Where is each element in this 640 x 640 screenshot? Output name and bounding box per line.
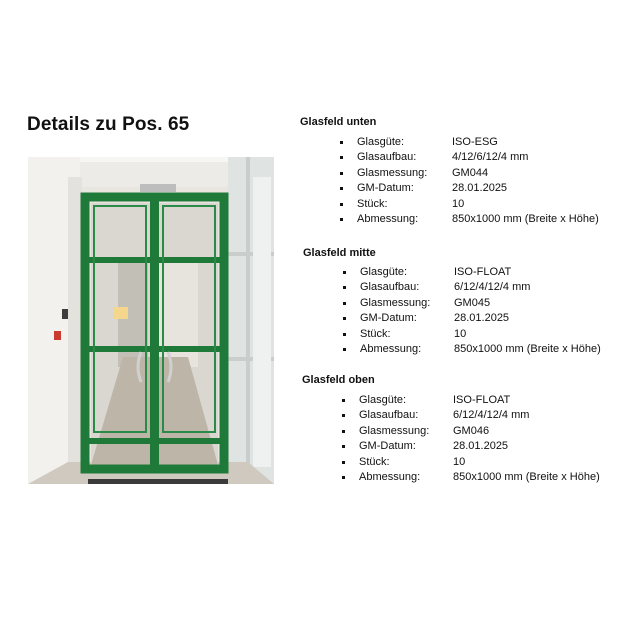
spec-value: GM044 [452,166,489,179]
spec-row [302,424,490,439]
spec-value: 4/12/6/12/4 mm [452,151,529,164]
spec-value: GM045 [454,296,491,309]
section-glasfeld-unten [300,115,599,227]
spec-row [300,135,498,150]
bullet-icon [343,302,346,305]
spec-label: Glasmessung: [357,166,428,179]
spec-row [303,280,531,295]
spec-label: Glasaufbau: [357,151,417,164]
spec-row [303,342,601,357]
spec-row [303,296,491,311]
spec-row [300,197,465,212]
spec-value: 10 [453,455,466,468]
spec-value: 28.01.2025 [454,312,510,325]
spec-row [302,455,466,470]
spec-row [300,181,508,196]
bullet-icon [340,218,343,221]
bullet-icon [342,476,345,479]
spec-row [303,327,467,342]
spec-row [302,393,511,408]
spec-label: Glasgüte: [359,394,407,406]
spec-value: 28.01.2025 [452,182,508,195]
spec-list [302,393,600,485]
spec-value: 10 [454,327,467,340]
bullet-icon [343,271,346,274]
door-photo [28,157,274,484]
spec-value: ISO-FLOAT [453,394,511,406]
bullet-icon [342,430,345,433]
spec-label: Abmessung: [357,212,419,225]
bullet-icon [340,141,343,144]
bullet-icon [342,399,345,402]
spec-label: GM-Datum: [359,440,416,453]
spec-label: Glasmessung: [359,424,430,437]
bullet-icon [340,172,343,175]
spec-value: 6/12/4/12/4 mm [454,281,531,294]
bullet-icon [340,156,343,159]
spec-label: Stück: [360,327,391,340]
spec-value: 850x1000 mm (Breite x Höhe) [454,342,601,355]
spec-value: ISO-ESG [452,136,498,148]
spec-value: 28.01.2025 [453,440,509,453]
spec-label: GM-Datum: [357,182,414,195]
bullet-icon [342,414,345,417]
bullet-icon [343,348,346,351]
spec-label: Glasgüte: [357,136,405,148]
spec-row [303,265,512,280]
spec-row [300,166,489,181]
spec-label: Glasaufbau: [360,281,420,294]
spec-list [300,135,599,227]
spec-value: ISO-FLOAT [454,266,512,278]
bullet-icon [342,461,345,464]
spec-label: Glasaufbau: [359,409,419,422]
section-title: Glasfeld mitte [303,247,376,259]
bullet-icon [340,203,343,206]
section-glasfeld-mitte [303,246,601,357]
spec-row [302,470,600,485]
spec-value: 10 [452,197,465,210]
spec-label: GM-Datum: [360,312,417,325]
bullet-icon [342,445,345,448]
spec-value: 850x1000 mm (Breite x Höhe) [453,470,600,483]
spec-label: Glasmessung: [360,296,431,309]
spec-label: Stück: [357,197,388,210]
spec-row [300,212,599,227]
spec-label: Abmessung: [360,342,422,355]
spec-label: Stück: [359,455,390,468]
bullet-icon [343,286,346,289]
spec-label: Abmessung: [359,470,421,483]
spec-row [302,408,530,423]
spec-row [303,311,510,326]
spec-row [300,150,529,165]
spec-value: 6/12/4/12/4 mm [453,409,530,422]
spec-value: 850x1000 mm (Breite x Höhe) [452,212,599,225]
section-title: Glasfeld oben [302,374,375,386]
section-glasfeld-oben [302,373,600,485]
spec-row [302,439,509,454]
spec-list [303,265,601,357]
spec-label: Glasgüte: [360,266,408,278]
bullet-icon [343,333,346,336]
bullet-icon [340,187,343,190]
section-title: Glasfeld unten [300,116,377,128]
page-title: Details zu Pos. 65 [27,114,190,135]
spec-value: GM046 [453,424,490,437]
bullet-icon [343,317,346,320]
